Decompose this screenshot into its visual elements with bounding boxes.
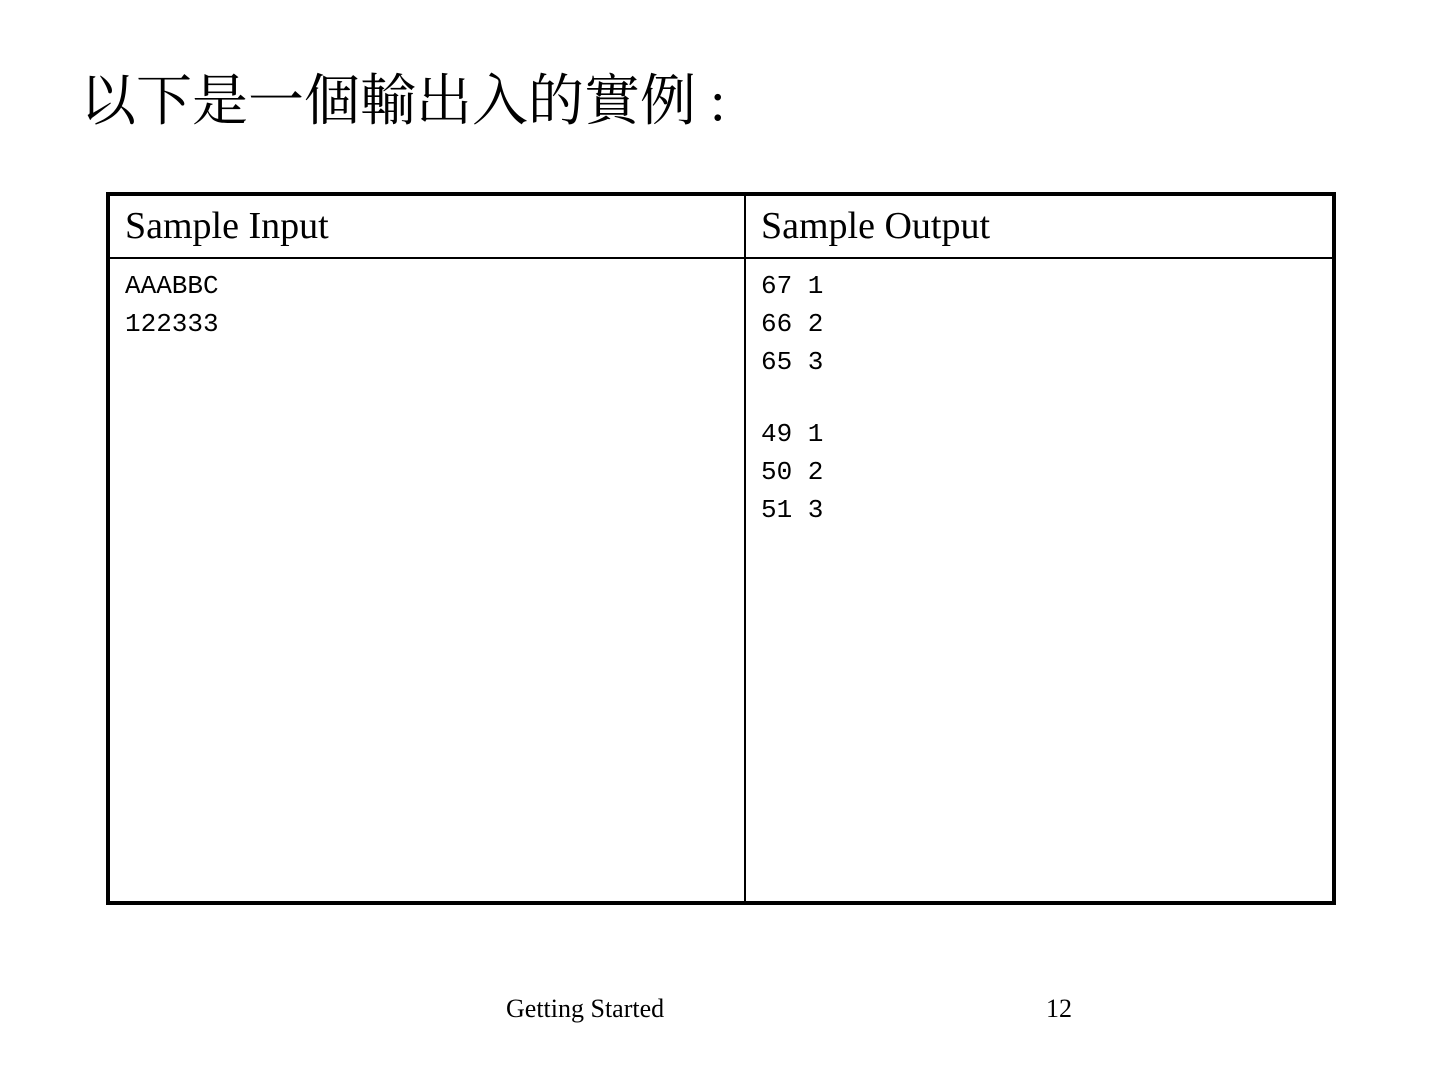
input-line: AAABBC bbox=[125, 271, 219, 301]
table-header-row bbox=[108, 194, 1334, 258]
footer-label: Getting Started bbox=[506, 994, 665, 1023]
output-line: 66 2 bbox=[761, 309, 824, 339]
input-line: 122333 bbox=[125, 309, 219, 339]
sample-output-header: Sample Output bbox=[745, 194, 1334, 258]
sample-output-block bbox=[761, 267, 1332, 529]
page-number: 12 bbox=[1046, 994, 1072, 1023]
table-body-row bbox=[108, 258, 1334, 903]
output-line: 65 3 bbox=[761, 347, 824, 377]
slide-title: 以下是一個輸出入的實例 : bbox=[80, 71, 726, 133]
output-line: 50 2 bbox=[761, 457, 824, 487]
blank-line bbox=[761, 381, 1332, 415]
sample-input-header: Sample Input bbox=[108, 194, 745, 258]
sample-output-cell bbox=[745, 258, 1334, 903]
sample-input-block bbox=[125, 267, 744, 343]
output-line: 51 3 bbox=[761, 495, 824, 525]
sample-input-cell bbox=[108, 258, 745, 903]
sample-io-table bbox=[106, 192, 1336, 905]
output-line: 49 1 bbox=[761, 419, 824, 449]
output-line: 67 1 bbox=[761, 271, 824, 301]
